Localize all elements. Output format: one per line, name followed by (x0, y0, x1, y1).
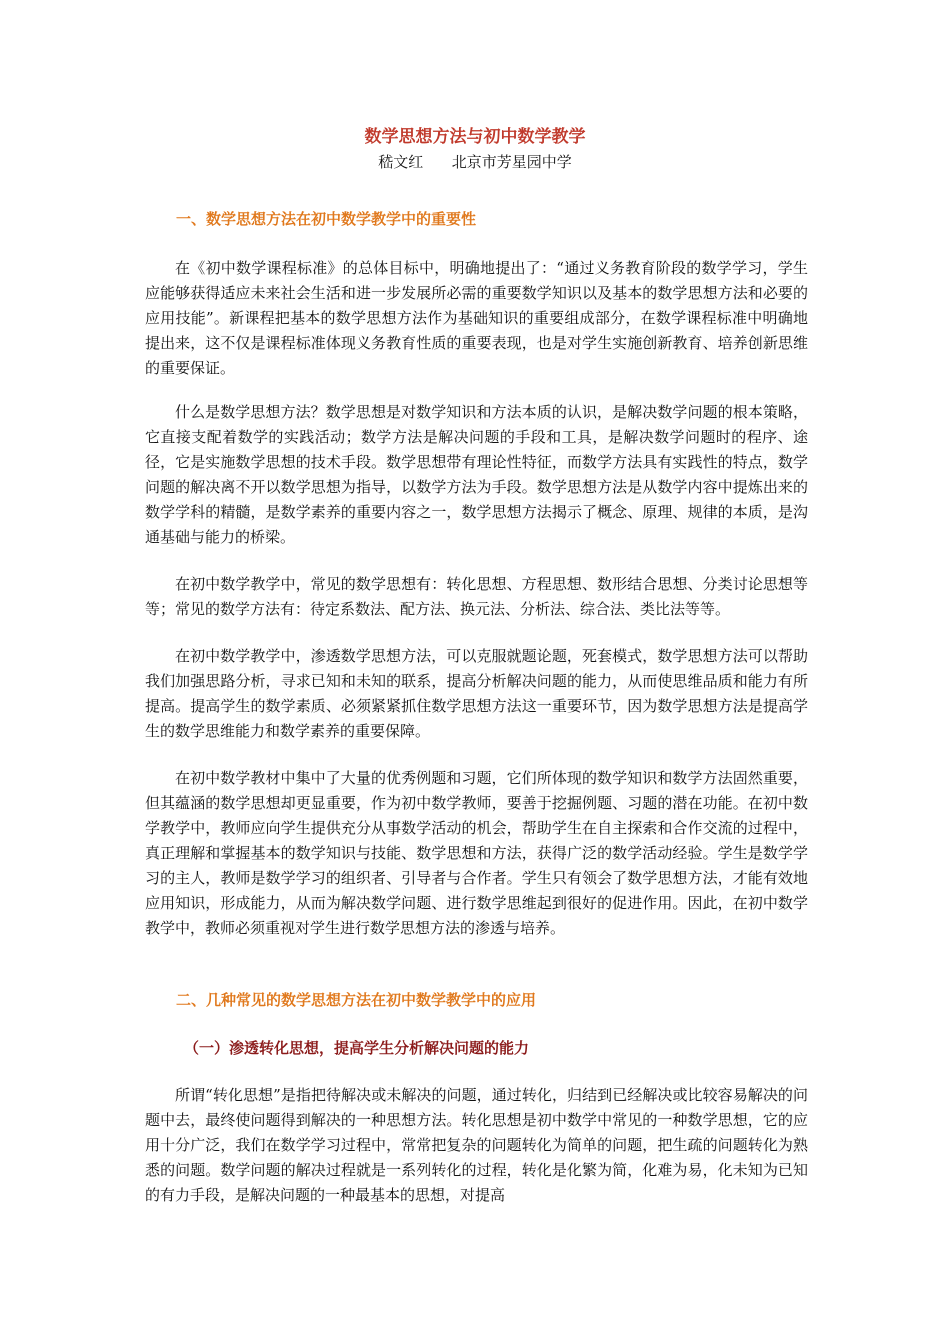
paragraph-4: 在初中数学教学中，渗透数学思想方法，可以克服就题论题，死套模式，数学思想方法可以帮助我们加强思路分析，寻求已知和未知的联系，提高分析解决问题的能力，从而使思维品质和能力有所提高。提高学生的数学素质、必须紧紧抓住数学思想方法这一重要环节，因为数学思想方法是提高学生的数学思维能力和数学素养的重要保障。 (145, 647, 808, 740)
paragraph-6: 所谓“转化思想”是指把待解决或未解决的问题，通过转化，归结到已经解决或比较容易解决的问题中去，最终使问题得到解决的一种思想方法。转化思想是初中数学中常见的一种数学思想，它的应用十分广泛，我们在数学学习过程中，常常把复杂的问题转化为简单的问题，把生疏的问题转化为熟悉的问题。数学问题的解决过程就是一系列转化的过程，转化是化繁为简，化难为易，化未知为已知的有力手段，是解决问题的一种最基本的思想，对提高 (145, 1086, 808, 1204)
subsection-1-heading: （一）渗透转化思想，提高学生分析解决问题的能力 (184, 1039, 530, 1057)
document-title: 数学思想方法与初中数学教学 (364, 127, 586, 147)
author-line: 嵇文红 北京市芳星园中学 (378, 153, 572, 171)
paragraph-2: 什么是数学思想方法？数学思想是对数学知识和方法本质的认识，是解决数学问题的根本策略，它直接支配着数学的实践活动；数学方法是解决问题的手段和工具，是解决数学问题时的程序、途径，它是实施数学思想的技术手段。数学思想带有理论性特征，而数学方法具有实践性的特点，数学问题的解决离不开以数学思想为指导，以数学方法为手段。数学思想方法是从数学内容中提炼出来的数学学科的精髓，是数学素养的重要内容之一，数学思想方法揭示了概念、原理、规律的本质，是沟通基础与能力的桥梁。 (145, 403, 808, 546)
paragraph-1: 在《初中数学课程标准》的总体目标中，明确地提出了：“通过义务教育阶段的数学学习，学生应能够获得适应未来社会生活和进一步发展所必需的重要数学知识以及基本的数学思想方法和必要的应用技能”。新课程把基本的数学思想方法作为基础知识的重要组成部分，在数学课程标准中明确地提出来，这不仅是课程标准体现义务教育性质的重要表现，也是对学生实施创新教育、培养创新思维的重要保证。 (145, 259, 808, 377)
section-1-heading: 一、数学思想方法在初中数学教学中的重要性 (176, 210, 477, 228)
section-2-heading: 二、几种常见的数学思想方法在初中数学教学中的应用 (176, 991, 537, 1009)
paragraph-3: 在初中数学教学中，常见的数学思想有：转化思想、方程思想、数形结合思想、分类讨论思想等等；常见的数学方法有：待定系数法、配方法、换元法、分析法、综合法、类比法等等。 (145, 575, 808, 618)
paragraph-5: 在初中数学教材中集中了大量的优秀例题和习题，它们所体现的数学知识和数学方法固然重要，但其蕴涵的数学思想却更显重要，作为初中数学教师，要善于挖掘例题、习题的潜在功能。在初中数学教学中，教师应向学生提供充分从事数学活动的机会，帮助学生在自主探索和合作交流的过程中，真正理解和掌握基本的数学知识与技能、数学思想和方法，获得广泛的数学活动经验。学生是数学学习的主人，教师是数学学习的组织者、引导者与合作者。学生只有领会了数学思想方法，才能有效地应用知识，形成能力，从而为解决数学问题、进行数学思维起到很好的促进作用。因此，在初中数学教学中，教师必须重视对学生进行数学思想方法的渗透与培养。 (145, 769, 808, 937)
